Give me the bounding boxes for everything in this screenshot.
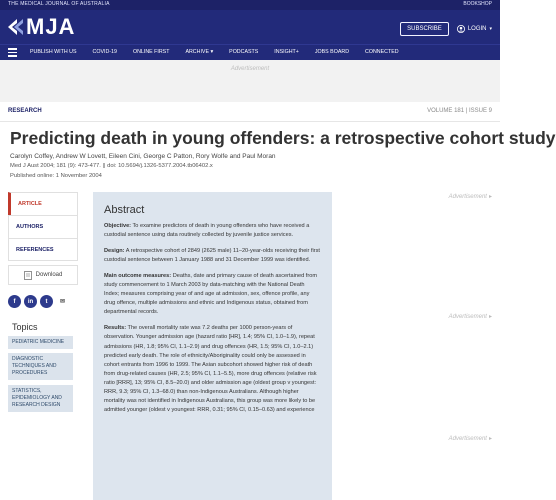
objective-text: To examine predictors of death in young offenders who have received a custodial sentence using data routinely collected by juvenile justice services. bbox=[104, 223, 310, 239]
twitter-icon[interactable]: t bbox=[40, 295, 53, 308]
download-label: Download bbox=[35, 272, 63, 278]
facebook-icon[interactable]: f bbox=[8, 295, 21, 308]
side-nav-references[interactable]: REFERENCES bbox=[8, 238, 78, 261]
login-button[interactable] bbox=[457, 25, 492, 33]
triangle-right-icon: ▸ bbox=[488, 314, 492, 320]
email-icon[interactable]: ✉ bbox=[59, 299, 66, 305]
top-strip bbox=[0, 0, 500, 10]
author-list[interactable]: Carolyn Coffey, Andrew W Lovett, Eileen Cini, George C Patton, Rory Wolfe and Paul Moran bbox=[10, 153, 276, 160]
mja-logo[interactable] bbox=[8, 16, 75, 38]
results-label: Results: bbox=[104, 325, 127, 332]
login-label: LOGIN bbox=[467, 26, 487, 32]
user-icon bbox=[457, 25, 465, 33]
bookshop-link[interactable]: BOOKSHOP bbox=[463, 1, 492, 7]
subscribe-button[interactable]: SUBSCRIBE bbox=[400, 22, 449, 36]
abstract-measures bbox=[104, 272, 321, 317]
abstract-heading: Abstract bbox=[104, 204, 145, 216]
side-nav-article[interactable]: ARTICLE bbox=[8, 192, 78, 215]
advertisement-label: Advertisement bbox=[448, 314, 487, 320]
logo-chevron-icon bbox=[8, 17, 24, 37]
linkedin-icon[interactable]: in bbox=[24, 295, 37, 308]
abstract-design bbox=[104, 247, 321, 265]
article-meta-row bbox=[0, 102, 500, 122]
nav-jobs-board[interactable]: JOBS BOARD bbox=[314, 49, 350, 55]
advertisement-label: Advertisement bbox=[448, 436, 487, 442]
article-side-nav bbox=[8, 192, 78, 261]
topics-heading: Topics bbox=[12, 322, 38, 332]
objective-label: Objective: bbox=[104, 223, 132, 229]
nav-archive[interactable] bbox=[185, 49, 213, 55]
nav-covid-19[interactable]: COVID-19 bbox=[92, 49, 117, 55]
nav-podcasts[interactable]: PODCASTS bbox=[229, 49, 259, 55]
results-text: The overall mortality rate was 7.2 deaths per 1000 person-years of observation. Younger admission age (hazard ratio [HR], 1.4; 95% CI, 1.0–1.9), repeat admissions (HR, 1.8; 95% CI, 1.1–2.9) and drug offences (HR, 1.5; 95% CI, 1.0–2.1) predicted early death. The role of ethnicity/Aboriginality could only be assessed in cohort entrants from 1996 to 1999. The Asian subcohort showed higher risk of death from drug-related causes (HR, 2.5; 95% CI, 1.1–5.5), more drug offences (relative risk ratio [RRR], 13; 95% CI, 8.5–20.0) and older admission age (oldest group v youngest: RRR, 9.3; 95% CI, 1.3–68.0) than non-Indigenous Australians. Although higher mortality was not identified in Indigenous Australians, this group was more likely to be admitted younger (oldest v youngest: RRR, 0.31; 95% CI, 0.15–0.63) and experience bbox=[104, 325, 317, 413]
right-advertisement[interactable] bbox=[342, 435, 492, 442]
side-nav-authors[interactable]: AUTHORS bbox=[8, 215, 78, 238]
measures-text: Deaths, date and primary cause of death ascertained from study commencement to 1 March 2003 by data-matching with the National Death Index; measures comprising year of and age at admission, sex, offence profile, any drug offence, multiple admissions and ethnic and Indigenous status, obtained from departmental records. bbox=[104, 273, 317, 316]
design-text: A retrospective cohort of 2849 (2625 male) 11–20-year-olds receiving their first custodial sentence between 1 January 1988 and 31 December 1999 was identified. bbox=[104, 248, 320, 264]
journal-name[interactable]: THE MEDICAL JOURNAL OF AUSTRALIA bbox=[8, 1, 110, 7]
triangle-right-icon: ▸ bbox=[488, 436, 492, 442]
chevron-down-icon: ▾ bbox=[210, 49, 214, 55]
topic-tag[interactable]: STATISTICS, EPIDEMIOLOGY AND RESEARCH DESIGN bbox=[8, 385, 73, 412]
advertisement-label: Advertisement bbox=[230, 66, 270, 72]
hamburger-menu-icon[interactable] bbox=[8, 48, 17, 56]
abstract-results bbox=[104, 324, 321, 414]
nav-publish-with-us[interactable]: PUBLISH WITH US bbox=[30, 49, 77, 55]
design-label: Design: bbox=[104, 248, 125, 255]
nav-connected[interactable]: CONNECTED bbox=[365, 49, 399, 55]
right-advertisement[interactable] bbox=[342, 193, 492, 200]
right-advertisement[interactable] bbox=[342, 313, 492, 320]
nav-online-first[interactable]: ONLINE FIRST bbox=[132, 49, 170, 55]
advertisement-label: Advertisement bbox=[448, 194, 487, 200]
topic-tag[interactable]: PEDIATRIC MEDICINE bbox=[8, 336, 73, 349]
published-date: Published online: 1 November 2004 bbox=[10, 173, 102, 179]
pdf-file-icon bbox=[24, 271, 32, 280]
nav-archive-label: ARCHIVE bbox=[185, 49, 209, 55]
topic-tag[interactable]: DIAGNOSTIC TECHNIQUES AND PROCEDURES bbox=[8, 353, 73, 380]
nav-insight[interactable]: INSIGHT+ bbox=[274, 49, 299, 55]
citation: Med J Aust 2004; 181 (9): 473-477. || doi: 10.5694/j.1326-5377.2004.tb06402.x bbox=[10, 163, 213, 169]
triangle-right-icon: ▸ bbox=[488, 194, 492, 200]
volume-issue[interactable]: VOLUME 181 | ISSUE 9 bbox=[427, 108, 492, 114]
logo-text: MJA bbox=[26, 14, 76, 39]
page-title: Predicting death in young offenders: a retrospective cohort study bbox=[10, 128, 556, 148]
abstract-objective bbox=[104, 222, 321, 240]
measures-label: Main outcome measures: bbox=[104, 273, 172, 280]
section-label[interactable]: RESEARCH bbox=[8, 108, 42, 114]
chevron-down-icon: ▾ bbox=[489, 26, 492, 32]
share-buttons bbox=[8, 295, 69, 308]
top-advertisement[interactable] bbox=[0, 60, 500, 102]
logo-bar bbox=[0, 10, 500, 44]
main-nav bbox=[0, 44, 500, 60]
download-button[interactable] bbox=[8, 265, 78, 285]
abstract-panel bbox=[93, 192, 332, 500]
